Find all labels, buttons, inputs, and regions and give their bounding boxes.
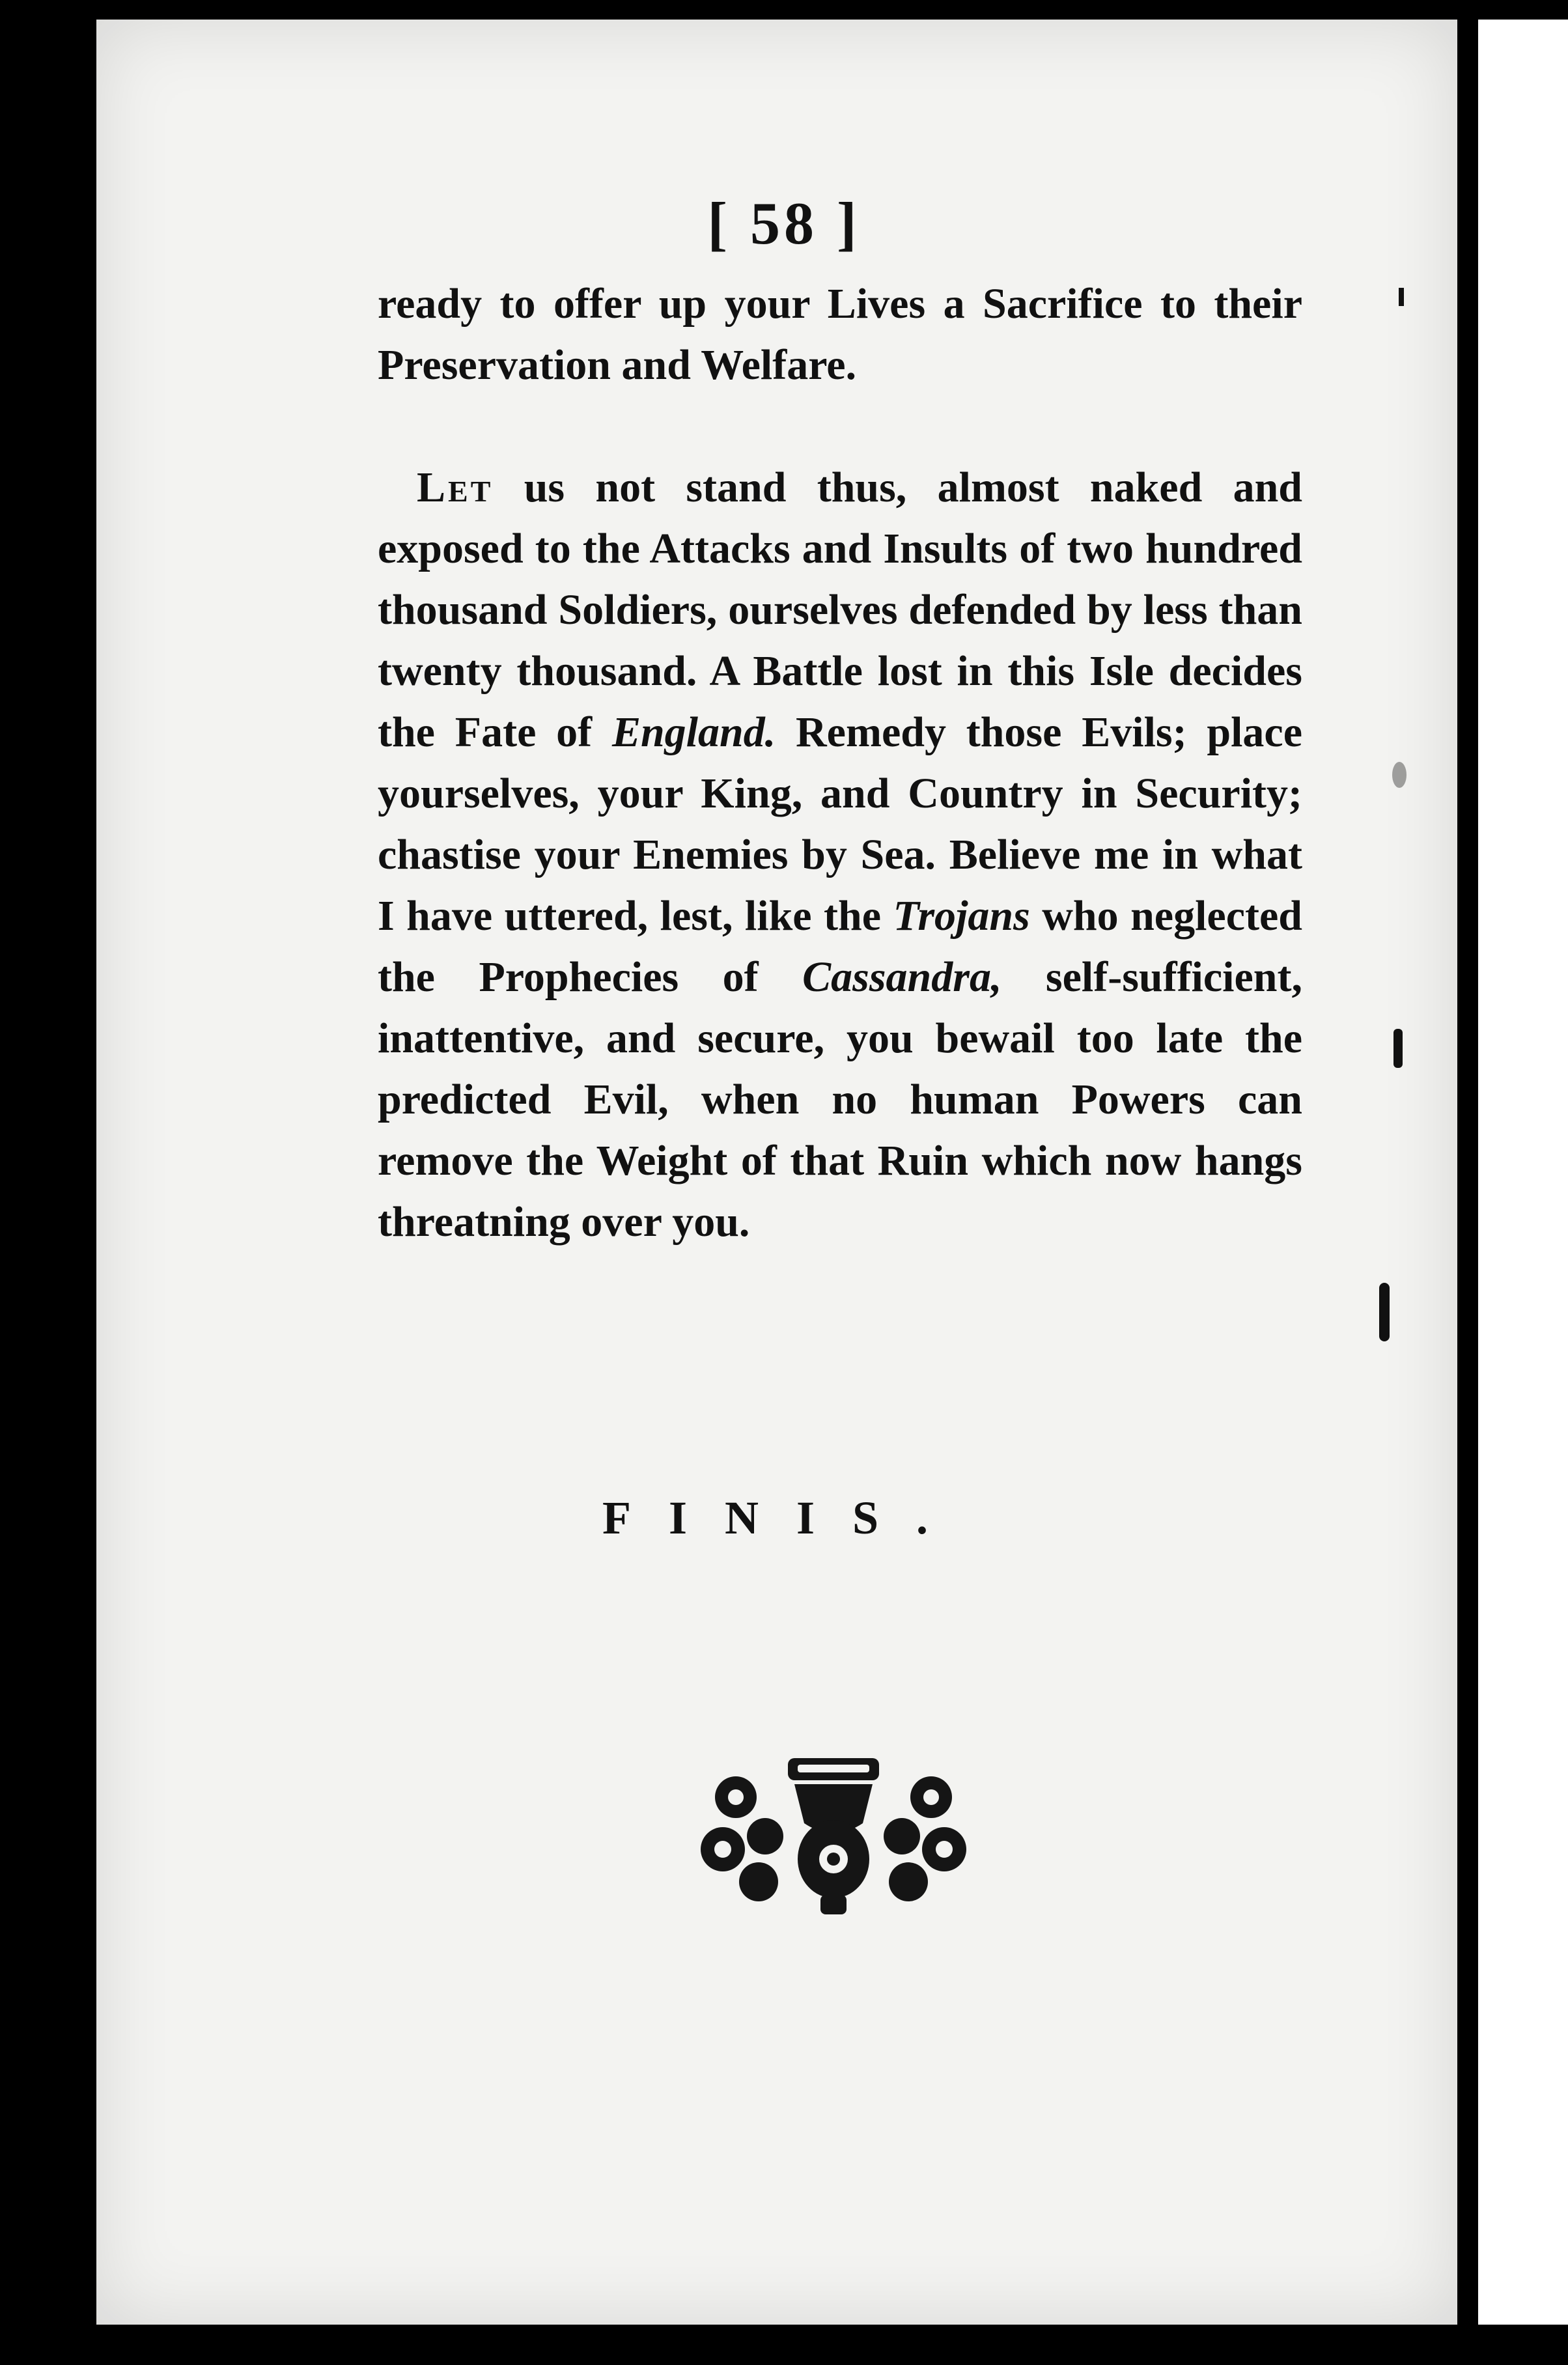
- paragraph-1: [378, 273, 1302, 396]
- margin-mark: [1392, 762, 1407, 788]
- finis-heading: FINIS.: [602, 1492, 966, 1544]
- adjacent-page-edge: [1473, 20, 1568, 2325]
- margin-mark: [1379, 1283, 1390, 1341]
- scan-border-bottom: [0, 2325, 1568, 2365]
- page-number: [ 58 ]: [707, 190, 861, 257]
- paragraph-2-lead: Let: [417, 464, 494, 511]
- margin-mark: [1399, 288, 1404, 306]
- italic-england: England.: [611, 708, 776, 756]
- paragraph-2-text: us not stand thus, almost naked and exposed to the Attacks and Insults of two hundred thousand Soldiers, ourselves defended by less than twenty thousand. A Battle lost in this Isle decides the Fate of: [378, 464, 1302, 756]
- margin-mark: [1393, 1029, 1403, 1068]
- body-text: [378, 273, 1302, 1253]
- italic-cassandra: Cassandra,: [802, 953, 1002, 1001]
- paragraph-2-text-3: who neglected the Prophecies of: [378, 892, 1302, 1001]
- scan-border-top: [0, 0, 1568, 20]
- floral-ornament: [697, 1745, 970, 1921]
- paragraph-1-text: ready to offer up your Lives a Sacrifice to their Preservation and Welfare.: [378, 280, 1302, 389]
- paragraph-2-text-4: self-sufficient, inattentive, and secure, you bewail too late the predicted Evil, when no human Powers can remove the Weight of that Ruin which now hangs threatning over you.: [378, 953, 1302, 1246]
- italic-trojans: Trojans: [893, 892, 1030, 940]
- paragraph-2: [378, 457, 1302, 1253]
- paragraph-2-text-2: Remedy those Evils; place yourselves, your King, and Country in Security; chastise your Enemies by Sea. Believe me in what I have uttered, lest, like the: [378, 708, 1302, 940]
